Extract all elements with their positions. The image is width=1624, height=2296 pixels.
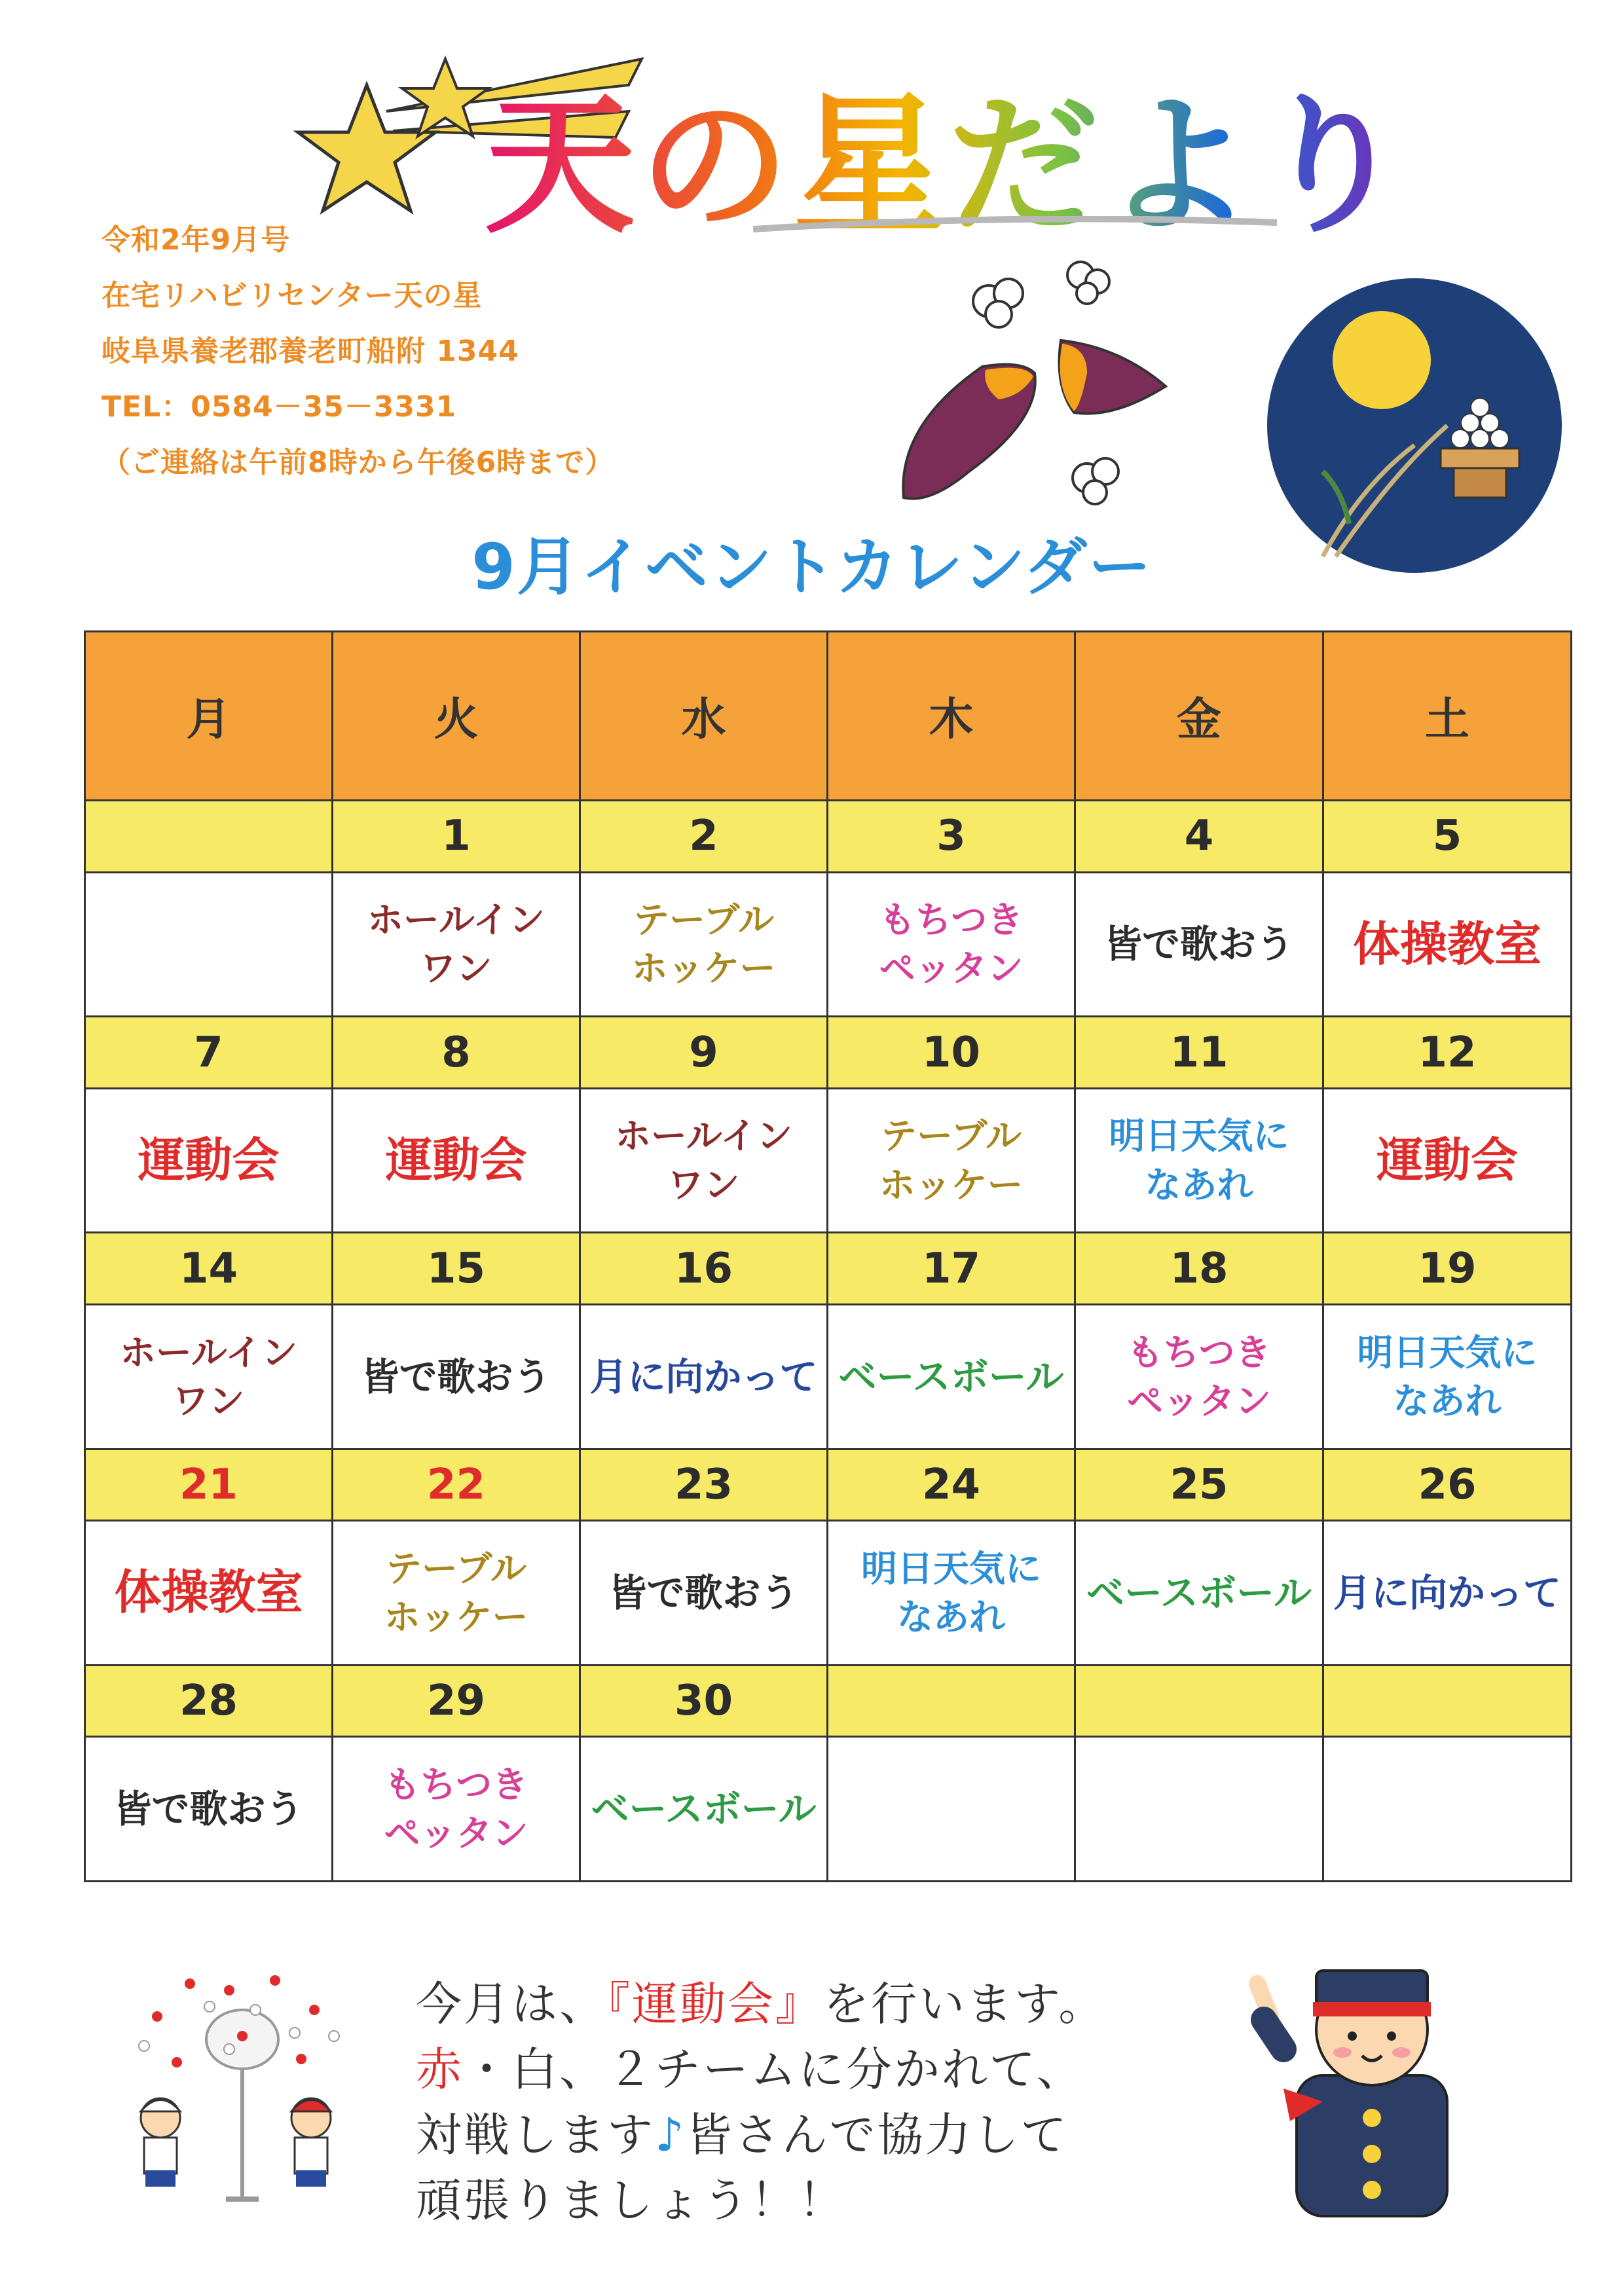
event-cell [1323,1521,1572,1665]
event-cell [333,1088,580,1232]
weekday-wed: 水 [580,632,828,801]
event-label: テーブル ホッケー [631,899,776,990]
event-label: 体操教室 [114,1565,303,1620]
message-line-3 [416,2098,1069,2164]
date-cell: 26 [1323,1449,1572,1521]
message-text: ・白、２チームに分かれて、 [464,2043,1084,2096]
date-cell: 21 [85,1449,333,1521]
event-label: ベースボール [591,1787,817,1832]
date-cell: 22 [333,1449,580,1521]
calendar-heading: 9月イベントカレンダー [471,530,1153,604]
date-row [85,1017,1572,1089]
event-cell [333,1521,580,1665]
date-cell: 18 [1075,1233,1323,1305]
event-cell [85,872,333,1016]
event-label: 明日天気に なあれ [860,1547,1041,1639]
event-cell [85,1088,333,1232]
event-cell [828,1521,1075,1665]
event-label: 皆で歌おう [113,1787,304,1832]
event-cell [1323,872,1572,1016]
event-cell [1075,1737,1323,1882]
date-cell [1323,1665,1572,1737]
date-cell: 3 [828,801,1075,873]
event-cell [580,1737,828,1882]
date-cell: 28 [85,1665,333,1737]
date-row [85,1233,1572,1305]
cheerleader-boy-icon [1244,1958,1493,2219]
date-cell: 15 [333,1233,580,1305]
event-label: もちつき ペッタン [879,899,1024,990]
event-cell [333,1305,580,1449]
title-underline-swoosh [753,216,1277,236]
event-label: ホールイン ワン [614,1115,793,1206]
event-label: ホールイン ワン [367,899,545,990]
date-cell: 10 [828,1017,1075,1089]
event-cell [1075,872,1323,1016]
message-highlight-red: 赤 [416,2043,464,2096]
date-cell: 9 [580,1017,828,1089]
date-cell: 2 [580,801,828,873]
date-cell [1075,1665,1323,1737]
weekday-tue: 火 [333,632,580,801]
event-cell [828,1088,1075,1232]
event-cell [1075,1305,1323,1449]
date-cell: 5 [1323,801,1572,873]
event-cell [828,872,1075,1016]
date-cell [828,1665,1075,1737]
event-cell [85,1737,333,1882]
event-cell [1075,1088,1323,1232]
event-label: テーブル ホッケー [879,1115,1024,1206]
date-row [85,1665,1572,1737]
event-cell [85,1521,333,1665]
address: 岐阜県養老郡養老町船附 1344 [101,335,519,368]
event-cell [580,1305,828,1449]
issue-label: 令和2年9月号 [101,223,291,257]
date-cell: 14 [85,1233,333,1305]
event-row [85,872,1572,1016]
event-label: 運動会 [1376,1133,1518,1188]
event-label: 明日天気に なあれ [1109,1115,1289,1206]
event-label: テーブル ホッケー [384,1547,528,1639]
ball-toss-children-icon [118,1971,367,2213]
event-row [85,1737,1572,1882]
date-cell: 1 [333,801,580,873]
date-cell: 24 [828,1449,1075,1521]
date-cell: 25 [1075,1449,1323,1521]
event-cell [580,1088,828,1232]
event-cell [1075,1521,1323,1665]
date-cell: 17 [828,1233,1075,1305]
date-row [85,801,1572,873]
event-label: ベースボール [1086,1570,1312,1615]
message-text: 対戦します [416,2108,655,2162]
event-label: 運動会 [138,1133,280,1188]
date-cell: 8 [333,1017,580,1089]
event-label: 月に向かって [589,1354,818,1399]
weekday-sat: 土 [1323,632,1572,801]
date-cell: 12 [1323,1017,1572,1089]
contact-hours: （ご連絡は午前8時から午後6時まで） [101,446,615,479]
date-cell [85,801,333,873]
event-cell [1323,1088,1572,1232]
event-label: もちつき ペッタン [384,1763,528,1855]
date-cell: 30 [580,1665,828,1737]
event-cell [580,872,828,1016]
message-line-4: 頑張りましょう！！ [416,2174,846,2227]
event-cell [333,1737,580,1882]
event-label: 皆で歌おう [1103,922,1294,967]
event-cell [1323,1737,1572,1882]
event-label: ベースボール [838,1354,1064,1399]
event-cell [85,1305,333,1449]
event-cell [333,872,580,1016]
weekday-mon: 月 [85,632,333,801]
event-cell [580,1521,828,1665]
event-cell [828,1305,1075,1449]
weekday-header-row [85,632,1572,801]
weekday-thu: 木 [828,632,1075,801]
date-cell: 11 [1075,1017,1323,1089]
message-line-1 [416,1967,1106,2033]
newsletter-title: 天の星だより [485,79,1412,254]
event-label: 月に向かって [1333,1570,1561,1615]
date-cell: 29 [333,1665,580,1737]
message-text: 今月は、 [416,1977,607,2031]
date-cell: 23 [580,1449,828,1521]
event-label: 皆で歌おう [608,1570,799,1615]
event-label: 明日天気に なあれ [1357,1331,1538,1422]
event-row [85,1305,1572,1449]
date-cell: 4 [1075,801,1323,873]
event-label: もちつき ペッタン [1126,1331,1271,1422]
center-name: 在宅リハビリセンター天の星 [101,279,483,312]
event-calendar [84,630,1572,1882]
date-row [85,1449,1572,1521]
date-cell: 7 [85,1017,333,1089]
event-label: ホールイン ワン [119,1331,298,1422]
message-highlight-undokai: 『運動会』 [607,1977,823,2031]
event-label: 皆で歌おう [361,1354,551,1399]
event-label: 運動会 [385,1133,527,1188]
date-cell: 16 [580,1233,828,1305]
message-text: 皆さんで協力して [686,2108,1069,2162]
roasted-sweet-potato-icon [891,255,1185,511]
message-text: を行います。 [823,1977,1107,2031]
phone: TEL：0584－35－3331 [101,390,457,424]
event-row [85,1088,1572,1232]
weekday-fri: 金 [1075,632,1323,801]
message-line-2 [416,2033,1084,2099]
event-row [85,1521,1572,1665]
music-note-icon: ♪ [655,2108,686,2162]
date-cell: 19 [1323,1233,1572,1305]
event-label: 体操教室 [1352,916,1541,972]
event-cell [828,1737,1075,1882]
event-cell [1323,1305,1572,1449]
